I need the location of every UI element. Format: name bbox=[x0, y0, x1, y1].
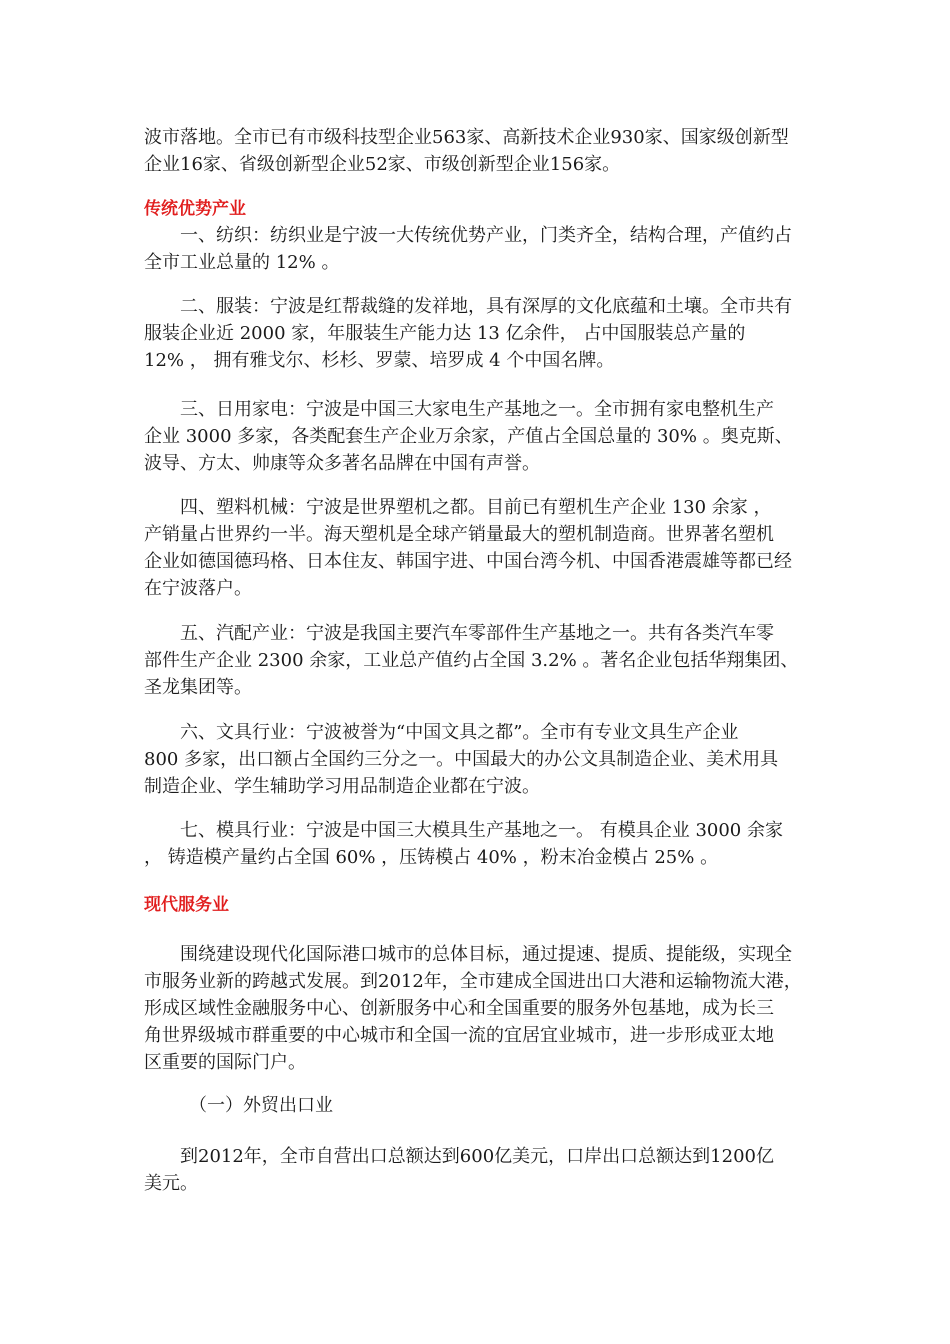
text-line: 波导、方太、帅康等众多著名品牌在中国有声誉。 bbox=[144, 453, 540, 474]
paragraph-auto-parts bbox=[144, 620, 814, 701]
text-line: 12% ， 拥有雅戈尔、杉杉、罗蒙、培罗成 4 个中国名牌。 bbox=[144, 350, 615, 371]
text-line: 制造企业、学生辅助学习用品制造企业都在宁波。 bbox=[144, 776, 540, 797]
text-line: 角世界级城市群重要的中心城市和全国一流的宜居宜业城市，进一步形成亚太地 bbox=[144, 1025, 774, 1046]
text-line: 围绕建设现代化国际港口城市的总体目标，通过提速、提质、提能级，实现全 bbox=[144, 944, 792, 965]
section-heading-services: 现代服务业 bbox=[144, 895, 229, 915]
text-line: 服装企业近 2000 家，年服装生产能力达 13 亿余件， 占中国服装总产量的 bbox=[144, 323, 746, 344]
text-line: 企业如德国德玛格、日本住友、韩国宇进、中国台湾今机、中国香港震雄等都已经 bbox=[144, 551, 792, 572]
text-line: 形成区域性金融服务中心、创新服务中心和全国重要的服务外包基地，成为长三 bbox=[144, 998, 774, 1019]
text-line: 企业 3000 多家，各类配套生产企业万余家，产值占全国总量的 30% 。奥克斯、 bbox=[144, 426, 793, 447]
paragraph-foreign-trade bbox=[144, 1143, 814, 1197]
paragraph-appliances bbox=[144, 396, 814, 477]
text-line: 圣龙集团等。 bbox=[144, 677, 252, 698]
text-line: （一）外贸出口业 bbox=[144, 1095, 333, 1116]
intro-paragraph bbox=[144, 124, 814, 178]
paragraph-textile bbox=[144, 222, 814, 276]
text-line: 800 多家，出口额占全国约三分之一。中国最大的办公文具制造企业、美术用具 bbox=[144, 749, 779, 770]
paragraph-plastic-machinery bbox=[144, 494, 814, 602]
text-line: 五、汽配产业：宁波是我国主要汽车零部件生产基地之一。共有各类汽车零 bbox=[144, 623, 774, 644]
text-line: 七、模具行业：宁波是中国三大模具生产基地之一。 有模具企业 3000 余家 bbox=[144, 820, 783, 841]
text-line: ， 铸造模产量约占全国 60% ，压铸模占 40% ，粉末冶金模占 25% 。 bbox=[144, 847, 719, 868]
text-line: 全市工业总量的 12% 。 bbox=[144, 252, 340, 273]
text-line: 到2012年，全市自营出口总额达到600亿美元，口岸出口总额达到1200亿 bbox=[144, 1146, 774, 1167]
text-line: 区重要的国际门户。 bbox=[144, 1052, 306, 1073]
text-line: 美元。 bbox=[144, 1173, 198, 1194]
text-line: 波市落地。全市已有市级科技型企业563家、高新技术企业930家、国家级创新型 bbox=[144, 127, 789, 148]
text-line: 企业16家、省级创新型企业52家、市级创新型企业156家。 bbox=[144, 154, 621, 175]
text-line: 产销量占世界约一半。海天塑机是全球产销量最大的塑机制造商。世界著名塑机 bbox=[144, 524, 774, 545]
paragraph-stationery bbox=[144, 719, 814, 800]
paragraph-services-overview bbox=[144, 941, 814, 1076]
text-line: 部件生产企业 2300 余家，工业总产值约占全国 3.2% 。著名企业包括华翔集团、 bbox=[144, 650, 799, 671]
text-line: 六、文具行业：宁波被誉为“中国文具之都”。全市有专业文具生产企业 bbox=[144, 722, 739, 743]
text-line: 一、纺织：纺织业是宁波一大传统优势产业，门类齐全，结构合理，产值约占 bbox=[144, 225, 792, 246]
paragraph-molds bbox=[144, 817, 814, 871]
paragraph-apparel bbox=[144, 293, 814, 374]
text-line: 四、塑料机械：宁波是世界塑机之都。目前已有塑机生产企业 130 余家 ， bbox=[144, 497, 772, 518]
text-line: 市服务业新的跨越式发展。到2012年，全市建成全国进出口大港和运输物流大港， bbox=[144, 971, 802, 992]
text-line: 二、服装：宁波是红帮裁缝的发祥地，具有深厚的文化底蕴和土壤。全市共有 bbox=[144, 296, 792, 317]
text-line: 三、日用家电：宁波是中国三大家电生产基地之一。全市拥有家电整机生产 bbox=[144, 399, 774, 420]
text-line: 在宁波落户。 bbox=[144, 578, 252, 599]
subsection-heading-foreign-trade bbox=[144, 1092, 814, 1119]
section-heading-traditional: 传统优势产业 bbox=[144, 199, 246, 219]
